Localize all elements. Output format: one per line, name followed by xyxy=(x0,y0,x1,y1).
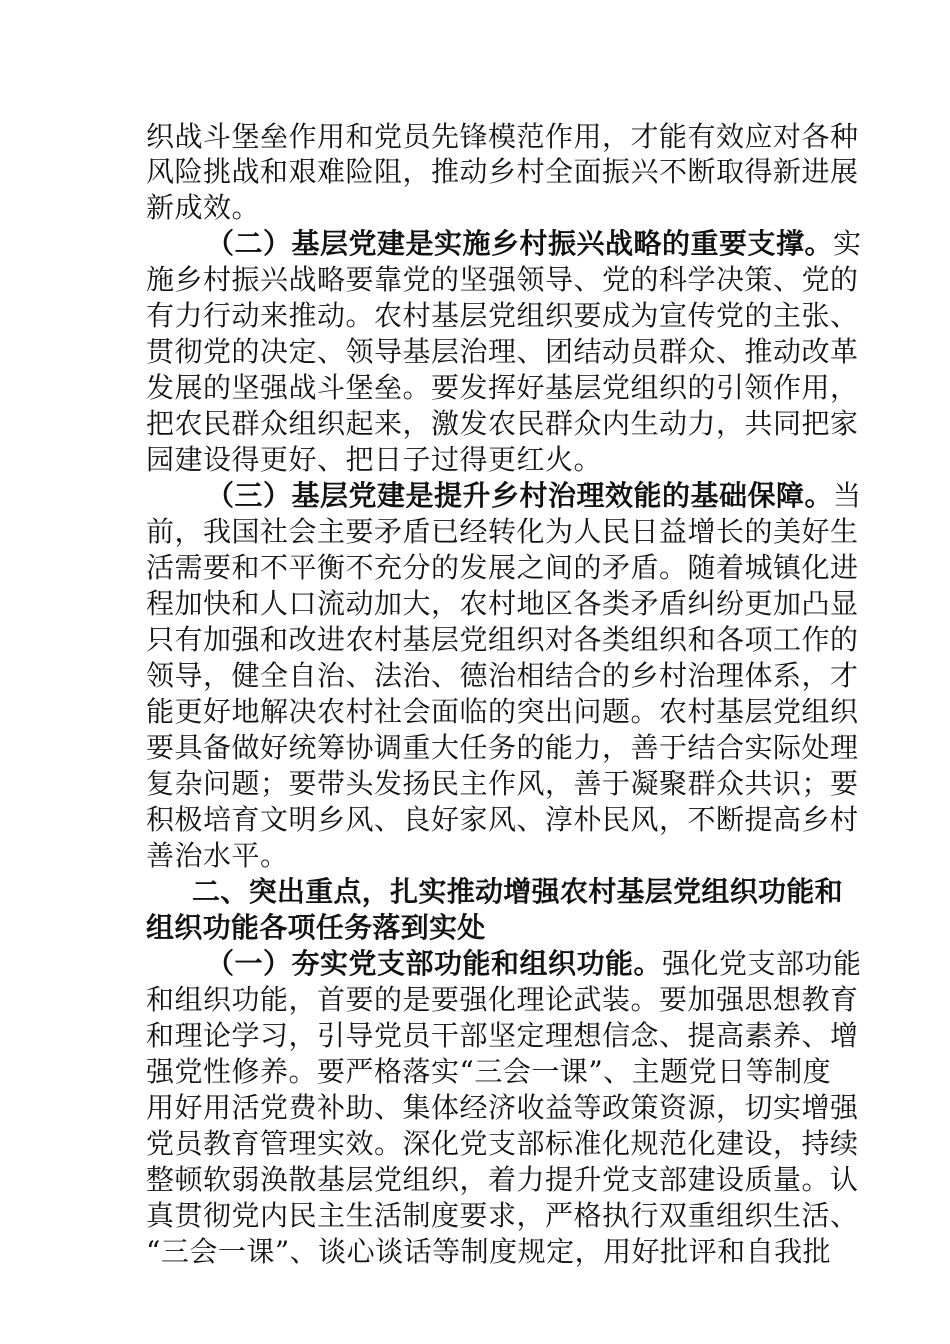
text-line: 和理论学习，引导党员干部坚定理想信念、提高素养、增 xyxy=(146,1019,859,1052)
text-line: 和组织功能，首要的是要强化理论武装。要加强思想教育 xyxy=(146,983,859,1016)
text-line: 织战斗堡垒作用和党员先锋模范作用，才能有效应对各种 xyxy=(146,120,859,153)
text-line: 前，我国社会主要矛盾已经转化为人民日益增长的美好生 xyxy=(146,515,859,548)
text-line: 风险挑战和艰难险阻，推动乡村全面振兴不断取得新进展 xyxy=(146,155,859,188)
text-line: 园建设得更好、把日子过得更红火。 xyxy=(146,443,603,476)
text-line: 贯彻党的决定、领导基层治理、团结动员群众、推动改革 xyxy=(146,335,859,368)
text-line: 要具备做好统筹协调重大任务的能力，善于结合实际处理 xyxy=(146,731,859,764)
text-line: 积极培育文明乡风、良好家风、淳朴民风，不断提高乡村 xyxy=(146,803,859,836)
subsection-line xyxy=(206,224,862,264)
subsection-line xyxy=(206,944,862,984)
text-line: 领导，健全自治、法治、德治相结合的乡村治理体系，才 xyxy=(146,659,859,692)
text-line: 施乡村振兴战略要靠党的坚强领导、党的科学决策、党的 xyxy=(146,263,859,296)
text-line: 真贯彻党内民主生活制度要求，严格执行双重组织生活、 xyxy=(146,1199,859,1232)
text-line: 整顿软弱涣散基层党组织，着力提升党支部建设质量。认 xyxy=(146,1163,859,1196)
text-line: 强党性修养。要严格落实“三会一课”、主题党日等制度 xyxy=(146,1055,832,1088)
text-line: 有力行动来推动。农村基层党组织要成为宣传党的主张、 xyxy=(146,299,859,332)
subsection-heading: （一）夯实党支部功能和组织功能。 xyxy=(206,947,663,980)
text-run: 强化党支部功能 xyxy=(662,947,862,980)
subsection-heading: （二）基层党建是实施乡村振兴战略的重要支撑。 xyxy=(206,227,834,260)
text-line: 发展的坚强战斗堡垒。要发挥好基层党组织的引领作用， xyxy=(146,371,859,404)
text-line: 把农民群众组织起来，激发农民群众内生动力，共同把家 xyxy=(146,407,859,440)
text-run: 当 xyxy=(833,479,862,512)
text-line: 只有加强和改进农村基层党组织对各类组织和各项工作的 xyxy=(146,623,859,656)
text-line: 程加快和人口流动加大，农村地区各类矛盾纠纷更加凸显 xyxy=(146,587,859,620)
text-line: 用好用活党费补助、集体经济收益等政策资源，切实增强 xyxy=(146,1091,859,1124)
section-heading: 二、突出重点，扎实推动增强农村基层党组织功能和 xyxy=(192,875,843,908)
text-run: 实 xyxy=(833,227,862,260)
subsection-heading: （三）基层党建是提升乡村治理效能的基础保障。 xyxy=(206,479,834,512)
section-heading-continued: 组织功能各项任务落到实处 xyxy=(146,911,486,944)
text-line: 活需要和不平衡不充分的发展之间的矛盾。随着城镇化进 xyxy=(146,551,859,584)
text-line: 能更好地解决农村社会面临的突出问题。农村基层党组织 xyxy=(146,695,859,728)
text-line: 复杂问题；要带头发扬民主作风，善于凝聚群众共识；要 xyxy=(146,767,859,800)
text-line: 善治水平。 xyxy=(146,839,289,872)
text-line: 新成效。 xyxy=(146,191,261,224)
text-line: 党员教育管理实效。深化党支部标准化规范化建设，持续 xyxy=(146,1127,859,1160)
subsection-line xyxy=(206,476,862,516)
text-line: “三会一课”、谈心谈话等制度规定，用好批评和自我批 xyxy=(146,1235,832,1268)
